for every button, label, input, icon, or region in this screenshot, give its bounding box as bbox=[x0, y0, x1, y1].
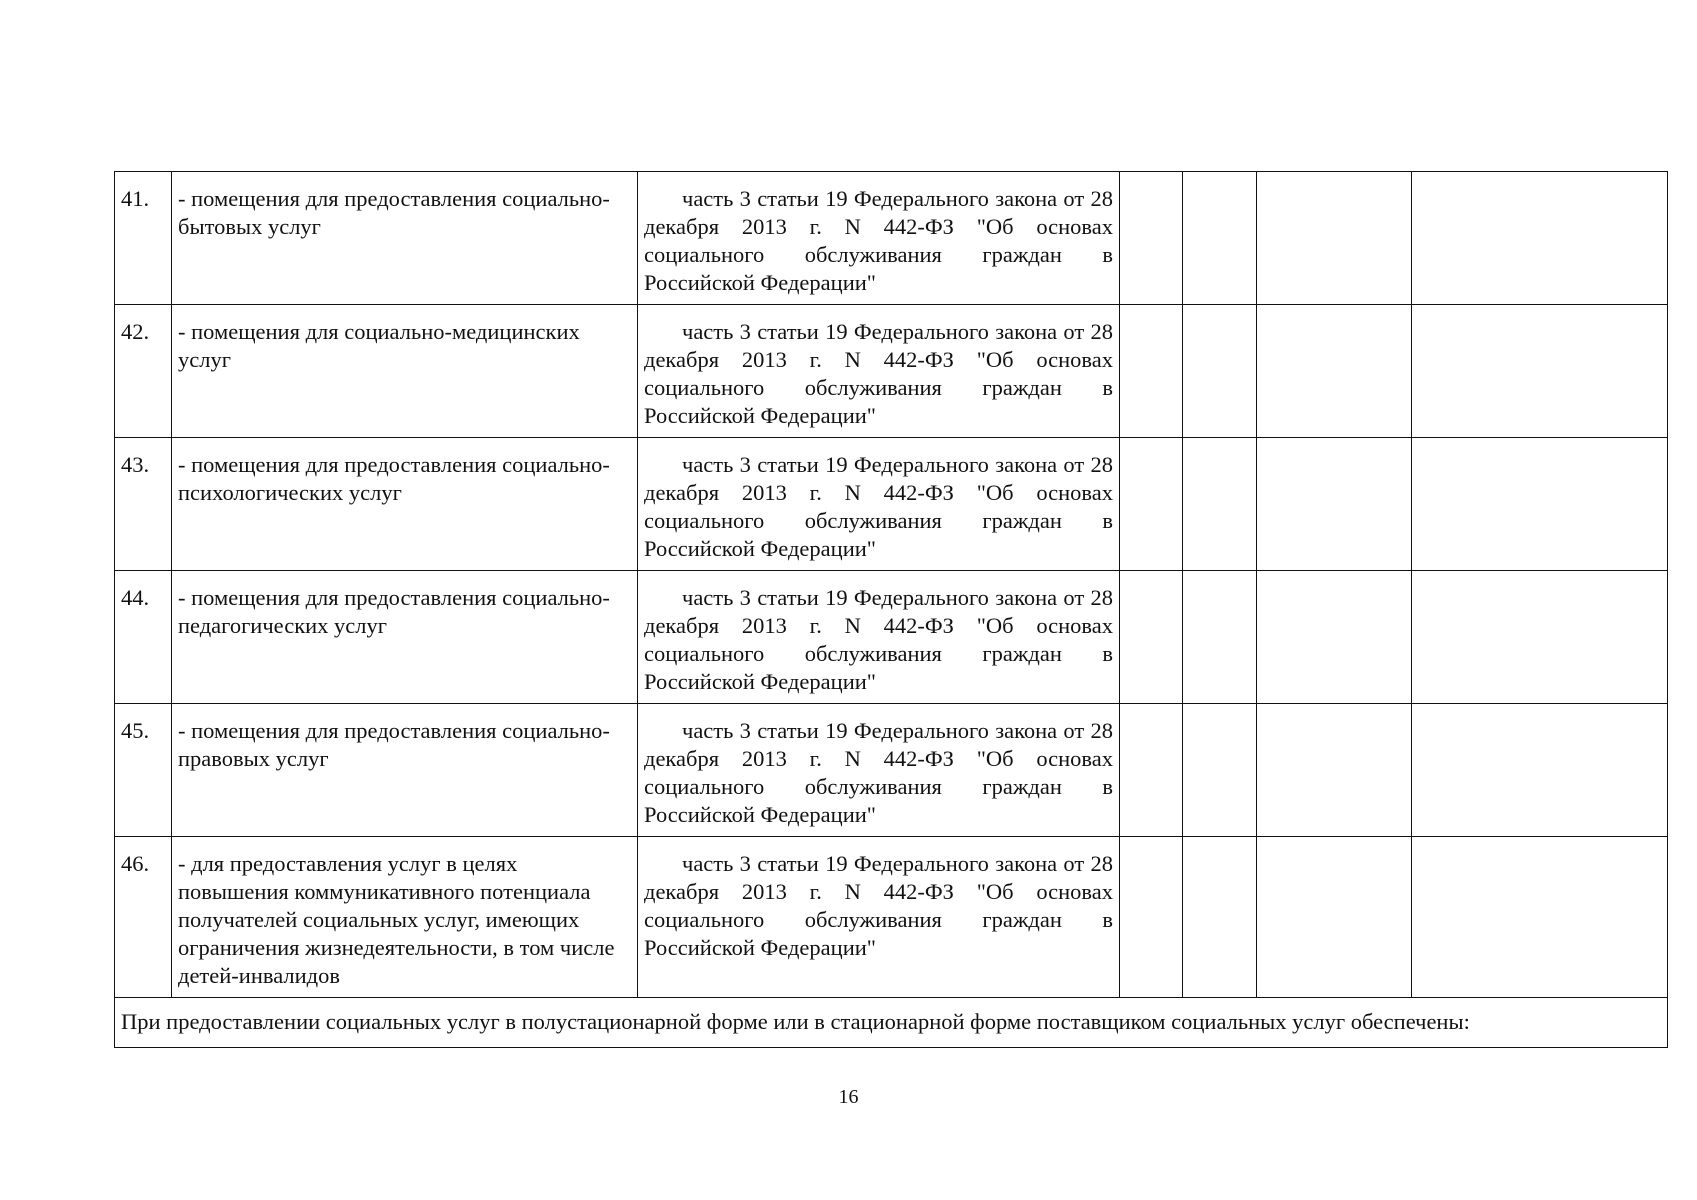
page-number: 16 bbox=[838, 1086, 859, 1108]
table-row bbox=[115, 571, 1668, 704]
legal-basis-cell: часть 3 статьи 19 Федерального закона от 28 декабря 2013 г. N 442-ФЗ "Об основах социального обслуживания граждан в Российской Федерации" bbox=[638, 837, 1120, 998]
empty-cell bbox=[1412, 837, 1668, 998]
row-number: 41. bbox=[115, 172, 172, 305]
empty-cell bbox=[1257, 438, 1412, 571]
requirement-cell: - помещения для социально-медицинских услуг bbox=[172, 305, 638, 438]
row-number: 44. bbox=[115, 571, 172, 704]
table-row bbox=[115, 837, 1668, 998]
legal-basis-cell: часть 3 статьи 19 Федерального закона от 28 декабря 2013 г. N 442-ФЗ "Об основах социального обслуживания граждан в Российской Федерации" bbox=[638, 704, 1120, 837]
empty-cell bbox=[1257, 305, 1412, 438]
legal-basis-cell: часть 3 статьи 19 Федерального закона от 28 декабря 2013 г. N 442-ФЗ "Об основах социального обслуживания граждан в Российской Федерации" bbox=[638, 172, 1120, 305]
empty-cell bbox=[1412, 305, 1668, 438]
checklist-table bbox=[114, 171, 1668, 1048]
empty-cell bbox=[1183, 704, 1257, 837]
requirement-cell: - помещения для предоставления социально-бытовых услуг bbox=[172, 172, 638, 305]
empty-cell bbox=[1120, 438, 1183, 571]
table-row bbox=[115, 438, 1668, 571]
legal-basis-cell: часть 3 статьи 19 Федерального закона от 28 декабря 2013 г. N 442-ФЗ "Об основах социального обслуживания граждан в Российской Федерации" bbox=[638, 571, 1120, 704]
empty-cell bbox=[1183, 438, 1257, 571]
empty-cell bbox=[1257, 704, 1412, 837]
empty-cell bbox=[1257, 571, 1412, 704]
empty-cell bbox=[1412, 172, 1668, 305]
empty-cell bbox=[1120, 305, 1183, 438]
row-number: 43. bbox=[115, 438, 172, 571]
section-heading-row bbox=[115, 998, 1668, 1048]
legal-basis-cell: часть 3 статьи 19 Федерального закона от 28 декабря 2013 г. N 442-ФЗ "Об основах социального обслуживания граждан в Российской Федерации" bbox=[638, 438, 1120, 571]
legal-basis-cell: часть 3 статьи 19 Федерального закона от 28 декабря 2013 г. N 442-ФЗ "Об основах социального обслуживания граждан в Российской Федерации" bbox=[638, 305, 1120, 438]
empty-cell bbox=[1412, 704, 1668, 837]
empty-cell bbox=[1257, 172, 1412, 305]
empty-cell bbox=[1120, 172, 1183, 305]
table-row bbox=[115, 172, 1668, 305]
row-number: 45. bbox=[115, 704, 172, 837]
requirement-cell: - для предоставления услуг в целях повышения коммуникативного потенциала получателей социальных услуг, имеющих ограничения жизнедеятельности, в том числе детей-инвалидов bbox=[172, 837, 638, 998]
empty-cell bbox=[1183, 571, 1257, 704]
empty-cell bbox=[1183, 172, 1257, 305]
table-row bbox=[115, 704, 1668, 837]
empty-cell bbox=[1257, 837, 1412, 998]
requirement-cell: - помещения для предоставления социально-правовых услуг bbox=[172, 704, 638, 837]
requirement-cell: - помещения для предоставления социально-психологических услуг bbox=[172, 438, 638, 571]
empty-cell bbox=[1412, 438, 1668, 571]
empty-cell bbox=[1120, 837, 1183, 998]
row-number: 46. bbox=[115, 837, 172, 998]
section-heading: При предоставлении социальных услуг в полустационарной форме или в стационарной форме поставщиком социальных услуг обеспечены: bbox=[115, 998, 1668, 1048]
empty-cell bbox=[1183, 305, 1257, 438]
empty-cell bbox=[1120, 704, 1183, 837]
row-number: 42. bbox=[115, 305, 172, 438]
table-row bbox=[115, 305, 1668, 438]
empty-cell bbox=[1120, 571, 1183, 704]
empty-cell bbox=[1183, 837, 1257, 998]
empty-cell bbox=[1412, 571, 1668, 704]
requirement-cell: - помещения для предоставления социально-педагогических услуг bbox=[172, 571, 638, 704]
